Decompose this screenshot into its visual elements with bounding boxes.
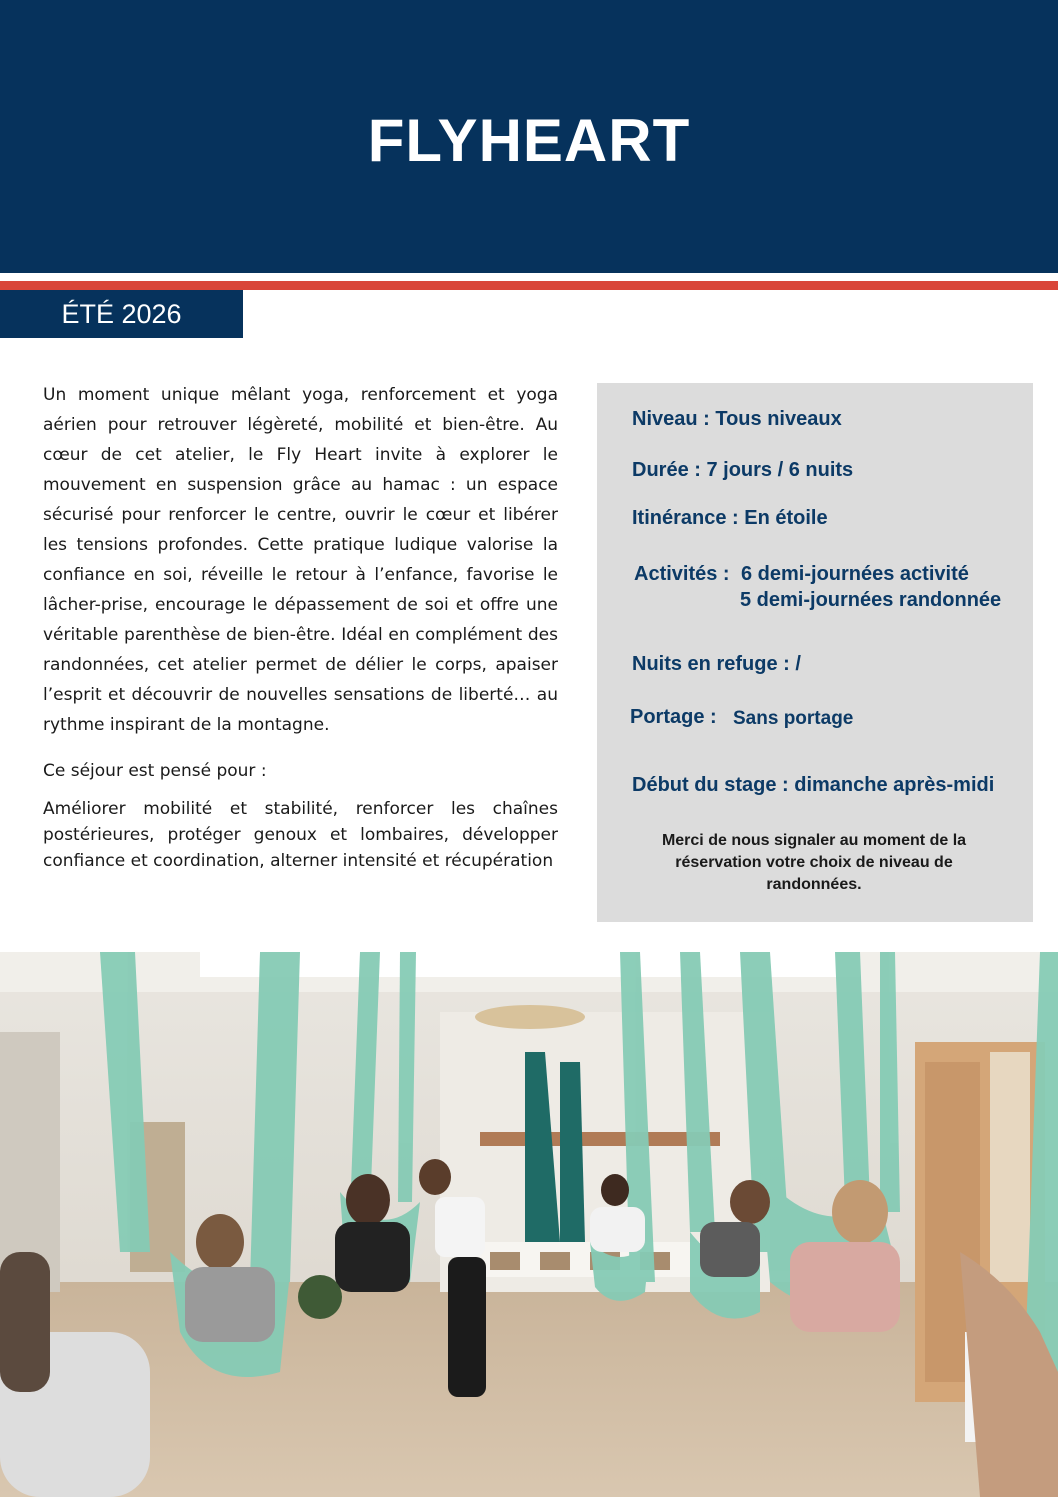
info-activites-line2: 5 demi-journées randonnée: [740, 589, 1002, 611]
info-debut: Début du stage : dimanche après-midi: [632, 774, 995, 796]
booking-note: Merci de nous signaler au moment de la réservation votre choix de niveau de randonnées.: [661, 832, 967, 893]
info-portage-label: Portage :: [630, 706, 717, 728]
goals-text: Améliorer mobilité et stabilité, renforcer les chaînes postérieures, protéger genoux et lombaires, développer confiance et coordination, alterner intensité et récupération: [43, 799, 558, 871]
season-badge: ÉTÉ 2026: [0, 290, 243, 338]
info-activites-label: Activités :: [634, 563, 730, 585]
info-activites-line1: 6 demi-journées activité: [741, 563, 969, 585]
intro-label: Ce séjour est pensé pour :: [43, 761, 267, 781]
info-portage-value: Sans portage: [733, 708, 854, 729]
description-paragraph: Un moment unique mêlant yoga, renforcement et yoga aérien pour retrouver légèreté, mobilité et bien-être. Au cœur de cet atelier, le Fly Heart invite à explorer le mouvement en suspension grâce au hamac : un espace sécurisé pour renforcer le centre, ouvrir le cœur et libérer les tensions profondes. Cette pratique ludique valorise la confiance en soi, réveille le retour à l’enfance, favorise le lâcher-prise, encourage le dépassement de soi et offre une véritable parenthèse de bien-être. Idéal en complément des randonnées, cet atelier permet de délier le corps, apaiser l’esprit et découvrir de nouvelles sensations de liberté… au rythme inspirant de la montagne.: [43, 385, 558, 735]
info-nuits: Nuits en refuge : /: [632, 653, 801, 675]
aerial-yoga-photo: [0, 952, 1058, 1497]
info-itinerance: Itinérance : En étoile: [632, 507, 828, 529]
header-banner: [0, 0, 1058, 273]
info-duree: Durée : 7 jours / 6 nuits: [632, 459, 854, 481]
accent-stripe: [0, 281, 1058, 290]
description-block: [43, 380, 558, 740]
info-niveau: Niveau : Tous niveaux: [632, 408, 842, 430]
page-title: FLYHEART: [367, 107, 691, 174]
